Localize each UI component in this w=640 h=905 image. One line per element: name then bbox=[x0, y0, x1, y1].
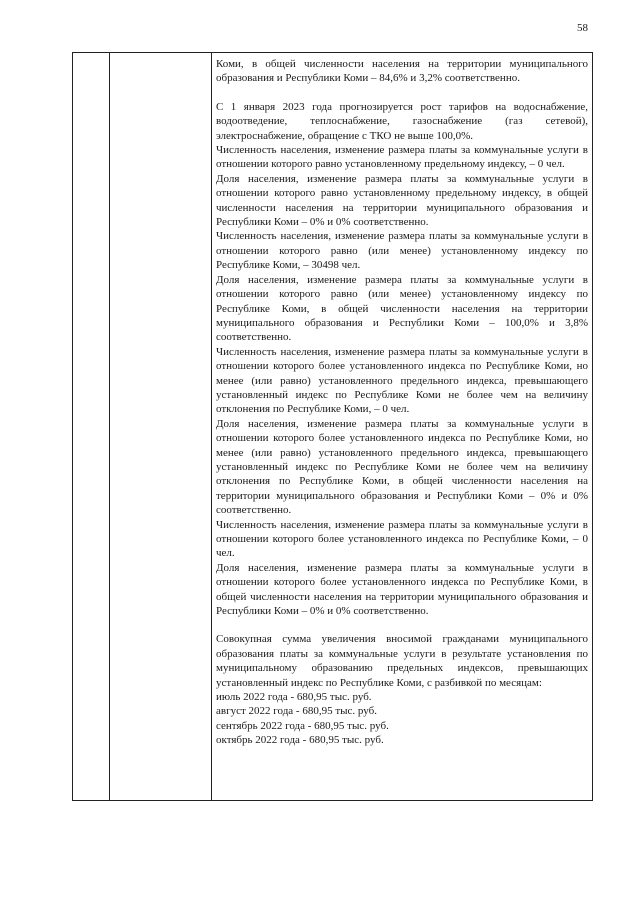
paragraph-gap bbox=[216, 618, 588, 632]
page-number: 58 bbox=[577, 22, 588, 34]
table-content-cell bbox=[216, 57, 588, 748]
paragraph-gap bbox=[216, 86, 588, 100]
paragraph-share-above-index: Доля населения, изменение размера платы за коммунальные услуги в отношении которого более установленного индекса по Республике Коми, в общей численности населения на территории муниципального образования и Республики Коми – 0% и 0% соответственно. bbox=[216, 561, 588, 618]
paragraph-share-above-index-within-deviation: Доля населения, изменение размера платы за коммунальные услуги в отношении которого более установленного индекса по Республике Коми, но менее (или равно) установленного предельного индекса, превышающего установленный индекс по Республике Коми не более чем на величину отклонения по Республике Коми, в общей численности населения на территории муниципального образования и Республики Коми – 0% и 0% соответственно. bbox=[216, 417, 588, 517]
month-line-september: сентябрь 2022 года - 680,95 тыс. руб. bbox=[216, 719, 389, 732]
month-line-july: июль 2022 года - 680,95 тыс. руб. bbox=[216, 691, 372, 704]
paragraph-population-above-index-within-deviation: Численность населения, изменение размера платы за коммунальные услуги в отношении которого более установленного индекса по Республике Коми, но менее (или равно) установленного предельного индекса, превышающего установленный индекс по Республике Коми не более чем на величину отклонения по Республике Коми, – 0 чел. bbox=[216, 345, 588, 416]
paragraph-population-above-index: Численность населения, изменение размера платы за коммунальные услуги в отношении которого более установленного индекса по Республике Коми, – 0 чел. bbox=[216, 518, 588, 560]
paragraph-share-below-index: Доля населения, изменение размера платы за коммунальные услуги в отношении которого равно (или менее) установленному индексу по Республике Коми, в общей численности населения на территории муниципального образования и Республики Коми – 100,0% и 3,8% соответственно. bbox=[216, 273, 588, 344]
table-column-divider-2 bbox=[211, 53, 212, 800]
paragraph-total-increase: Совокупная сумма увеличения вносимой гражданами муниципального образования платы за коммунальные услуги в результате установления по муниципальному образованию предельных индексов, превышающих установленный индекс по Республике Коми, с разбивкой по месяцам: bbox=[216, 633, 588, 689]
month-line-october: октябрь 2022 года - 680,95 тыс. руб. bbox=[216, 734, 384, 747]
document-table bbox=[72, 52, 593, 801]
paragraph-population-equal-limit: Численность населения, изменение размера платы за коммунальные услуги в отношении которого равно установленному предельному индексу, – 0 чел. bbox=[216, 144, 588, 171]
paragraph-share-equal-limit: Доля населения, изменение размера платы за коммунальные услуги в отношении которого равно установленному предельному индексу, в общей численности населения на территории муниципального образования и Республики Коми – 0% и 0% соответственно. bbox=[216, 172, 588, 229]
table-column-divider-1 bbox=[109, 53, 110, 800]
paragraph-1: Коми, в общей численности населения на территории муниципального образования и Республики Коми – 84,6% и 3,2% соответственно. bbox=[216, 58, 588, 85]
paragraph-tariff-growth: С 1 января 2023 года прогнозируется рост тарифов на водоснабжение, водоотведение, теплоснабжение, газоснабжение (газ сетевой), электроснабжение, обращение с ТКО не выше 100,0%. bbox=[216, 100, 588, 142]
month-line-august: август 2022 года - 680,95 тыс. руб. bbox=[216, 705, 377, 718]
paragraph-population-below-index: Численность населения, изменение размера платы за коммунальные услуги в отношении которого равно (или менее) установленному индексу по Республике Коми, – 30498 чел. bbox=[216, 230, 588, 272]
